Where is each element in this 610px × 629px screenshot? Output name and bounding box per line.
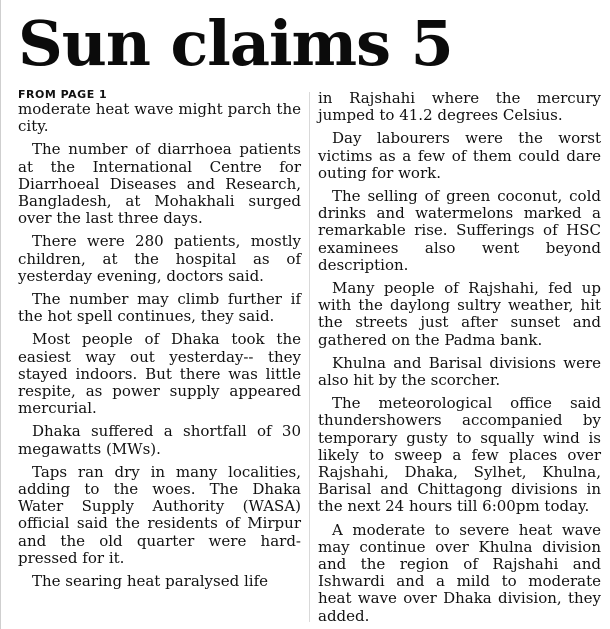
paragraph: There were 280 patients, mostly children, at the hospital as of yesterday evening, doctors said. [18,232,301,285]
paragraph: The selling of green coconut, cold drinks and watermelons marked a remarkable rise. Sufferings of HSC examinees also went beyond description. [318,187,601,274]
paragraph: The meteorological office said thundershowers accompanied by temporary gusty to squally wind is likely to sweep a few places over Rajshahi, Dhaka, Sylhet, Khulna, Barisal and Chittagong divisions in the next 24 hours till 6:00pm today. [318,394,601,516]
paragraph: Day labourers were the worst victims as a few of them could dare outing for work. [318,129,601,182]
right-column [318,90,601,629]
paragraph: A moderate to severe heat wave may continue over Khulna division and the region of Rajshahi and Ishwardi and a mild to moderate heat wave over Dhaka division, they added. [318,520,601,625]
paragraph: The searing heat paralysed life [32,572,269,591]
paragraph: Dhaka suffered a shortfall of 30 megawatts (MWs). [18,422,301,458]
paragraph: in Rajshahi where the mercury jumped to 41.2 degrees Celsius. [318,89,601,125]
paragraph: moderate heat wave might parch the city. [18,100,301,136]
paragraph: The number of diarrhoea patients at the International Centre for Diarrhoeal Diseases and Research, Bangladesh, at Mohakhali surged over the last three days. [18,140,301,228]
paragraph: Taps ran dry in many localities, adding to the woes. The Dhaka Water Supply Authority (WASA) official said the residents of Mirpur and the old quarter were hard-pressed for it. [18,462,301,567]
paragraph: Khulna and Barisal divisions were also hit by the scorcher. [318,353,601,390]
left-column [18,88,301,596]
clipping-edge [0,0,1,629]
column-divider [309,92,310,622]
paragraph: Most people of Dhaka took the easiest way out yesterday-- they stayed indoors. But there was little respite, as power supply appeared mercurial. [18,330,301,418]
paragraph: Many people of Rajshahi, fed up with the daylong sultry weather, hit the streets just after sunset and gathered on the Padma bank. [318,279,601,349]
paragraph: The number may climb further if the hot spell continues, they said. [18,290,301,326]
continuation-label: FROM PAGE 1 [18,88,108,101]
headline: Sun claims 5 [18,7,453,80]
